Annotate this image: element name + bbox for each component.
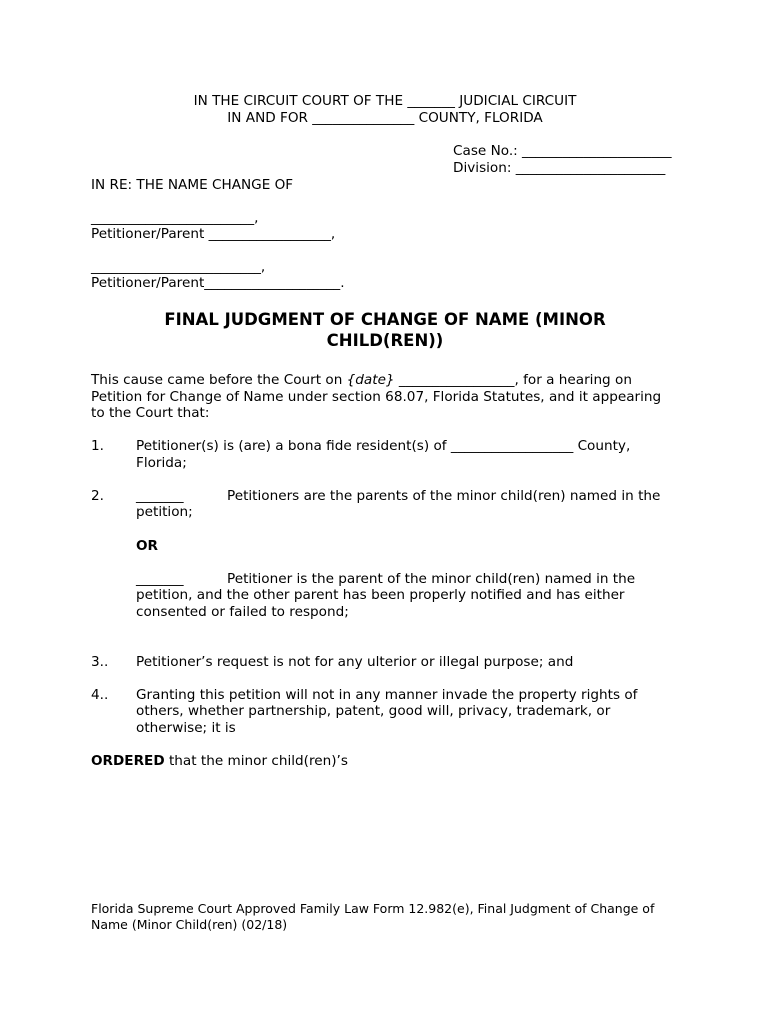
item-2-option-a-cont: petition;	[136, 504, 193, 520]
ordered-line	[91, 753, 348, 770]
item-3-number: 3..	[91, 654, 109, 670]
ordered-label: ORDERED	[91, 753, 165, 769]
document-title-line1: FINAL JUDGMENT OF CHANGE OF NAME (MINOR	[164, 310, 606, 329]
footer-form-line2: Name (Minor Child(ren) (02/18)	[91, 917, 288, 932]
intro-text-post: _________________, for a hearing on	[394, 372, 632, 388]
item-4-text: Granting this petition will not in any manner invade the property rights of	[136, 687, 638, 703]
item-1-text: Petitioner(s) is (are) a bona fide resident(s) of __________________ County,	[136, 438, 631, 454]
item-4-text-cont2: otherwise; it is	[136, 720, 236, 736]
date-placeholder: {date}	[346, 372, 395, 388]
item-2-number: 2.	[91, 488, 104, 504]
item-3-text: Petitioner’s request is not for any ulterior or illegal purpose; and	[136, 654, 574, 670]
intro-line2: Petition for Change of Name under section 68.07, Florida Statutes, and it appearing	[91, 389, 662, 405]
child-name-blank: ________________________,	[91, 210, 259, 226]
item-4-text-cont1: others, whether partnership, patent, good will, privacy, trademark, or	[136, 703, 611, 719]
item-2-option-b-cont2: consented or failed to respond;	[136, 604, 349, 620]
or-separator: OR	[136, 538, 159, 554]
division: Division: ______________________	[453, 160, 666, 176]
item-4-number: 4..	[91, 687, 109, 703]
footer-form-line1: Florida Supreme Court Approved Family Law Form 12.982(e), Final Judgment of Change of	[91, 901, 655, 916]
item-1-number: 1.	[91, 438, 104, 454]
item-1-text-cont: Florida;	[136, 455, 187, 471]
intro-text-pre: This cause came before the Court on	[91, 372, 347, 388]
petitioner-parent-1: Petitioner/Parent __________________,	[91, 226, 336, 242]
item-2-option-b-cont1: petition, and the other parent has been properly notified and has either	[136, 587, 625, 603]
item-2-checkbox-blank: _______	[136, 488, 184, 504]
in-re-line: IN RE: THE NAME CHANGE OF	[91, 177, 294, 193]
petitioner-parent-2: Petitioner/Parent____________________.	[91, 275, 345, 291]
item-2-option-b-text: Petitioner is the parent of the minor child(ren) named in the	[227, 571, 636, 587]
case-number: Case No.: ______________________	[453, 143, 672, 159]
child-name-blank-2: _________________________,	[91, 259, 266, 275]
intro-line1	[91, 372, 632, 389]
item-2-checkbox-blank-b: _______	[136, 571, 184, 587]
court-heading-line2: IN AND FOR _______________ COUNTY, FLORIDA	[227, 110, 543, 126]
document-title-line2: CHILD(REN))	[326, 331, 444, 350]
item-2-option-a-text: Petitioners are the parents of the minor child(ren) named in the	[227, 488, 661, 504]
ordered-text: that the minor child(ren)’s	[164, 753, 348, 769]
court-heading-line1: IN THE CIRCUIT COURT OF THE _______ JUDICIAL CIRCUIT	[193, 93, 577, 109]
intro-line3: to the Court that:	[91, 405, 210, 421]
